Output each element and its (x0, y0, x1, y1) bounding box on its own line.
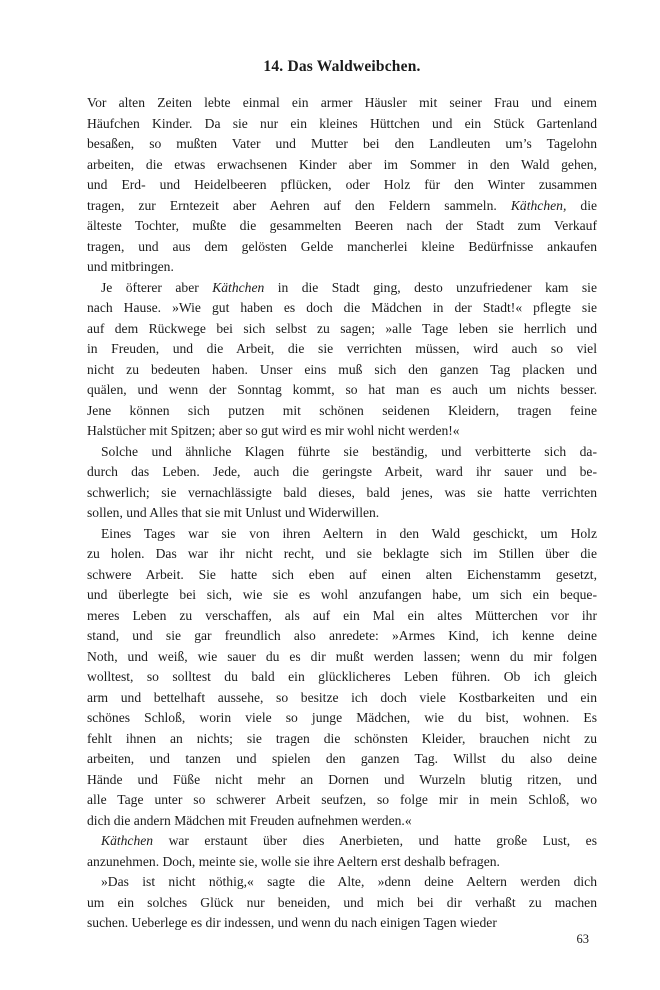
text-run: arm und bettelhaft aussehe, so besitze ich doch viele Kostbarkeiten und ein (87, 689, 597, 705)
text-line (87, 175, 597, 196)
text-run: Häufchen Kinder. Da sie nur ein kleines Hüttchen und ein Stück Gartenland (87, 115, 597, 131)
text-line (87, 729, 597, 750)
text-run: quälen, und wenn der Sonntag kommt, so hat man es auch um nichts besser. (87, 382, 597, 397)
text-line (87, 216, 597, 237)
text-line (87, 155, 597, 176)
page-title: 14. Das Waldweibchen. (263, 58, 421, 75)
text-line (87, 749, 597, 770)
paragraph (87, 93, 597, 278)
text-run: schwerlich; sie vernachlässigte bald dieses, bald jenes, was sie hatte verrichten (87, 484, 597, 500)
text-run: schwere Arbeit. Sie hatte sich eben auf einen alten Eichenstamm gesetzt, (87, 566, 597, 582)
text-run: Eines Tages war sie von ihren Aeltern in den Wald geschickt, um Holz (101, 525, 597, 541)
text-run: alle Tage unter so schwerer Arbeit seufzen, so folge mir in mein Schloß, wo (87, 792, 597, 807)
text-line (87, 114, 597, 135)
text-line (87, 134, 597, 155)
text-line (87, 196, 597, 217)
italic-text-run: Käthchen (101, 833, 154, 848)
text-line (87, 421, 597, 442)
text-line (87, 872, 597, 893)
text-line (87, 852, 597, 873)
text-line (87, 790, 597, 811)
text-line (87, 462, 597, 483)
text-run: nach Hause. »Wie gut haben es doch die Mädchen in der Stadt!« pflegte sie (87, 300, 597, 315)
text-run: zu holen. Das war ihr nicht recht, und sie beklagte sich im Stillen über die (87, 546, 597, 561)
text-run: nicht zu bedeuten haben. Unser eins muß sich den ganzen Tag placken und (87, 361, 597, 377)
paragraph (87, 872, 597, 934)
text-line (87, 93, 597, 114)
text-line (87, 544, 597, 565)
text-line (87, 237, 597, 258)
paragraph (87, 524, 597, 832)
paragraph (87, 442, 597, 524)
text-block (87, 57, 597, 934)
text-line (87, 339, 597, 360)
text-run: wolltest, so solltest du bald ein glücklicheres Leben führen. Ob ich gleich (87, 669, 597, 684)
text-line (87, 606, 597, 627)
text-line (87, 483, 597, 504)
text-run: in Freuden, und die Arbeit, die sie verrichten müssen, wird auch so viel (87, 341, 597, 356)
italic-text-run: Käthchen (212, 279, 265, 295)
text-run: in die Stadt ging, desto unzufriedener kam sie (264, 279, 597, 295)
text-run: die (566, 197, 597, 213)
page-number: 63 (576, 932, 589, 946)
text-line (87, 831, 597, 852)
text-line (87, 585, 597, 606)
text-run: Vor alten Zeiten lebte einmal ein armer Häusler mit seiner Frau und einem (87, 95, 597, 110)
text-run: suchen. Ueberlege es dir indessen, und wenn du nach einigen Tagen wieder (87, 915, 497, 930)
text-run: Hände und Füße nicht mehr an Dornen und Wurzeln blutig ritzen, und (87, 771, 597, 787)
text-run: anzunehmen. Doch, meinte sie, wolle sie ihre Aeltern erst deshalb befragen. (87, 853, 500, 869)
text-run: auf dem Rückwege bei sich selbst zu sagen; »alle Tage leben sie herrlich und (87, 320, 597, 336)
text-run: stand, und sie gar freundlich also anredete: »Armes Kind, ich kenne deine (87, 628, 597, 643)
text-run: um ein solches Glück nur beneiden, und mich bei dir verhaßt zu machen (87, 894, 597, 910)
text-line (87, 298, 597, 319)
text-run: durch das Leben. Jede, auch die geringste Arbeit, ward ihr sauer und be- (87, 464, 597, 479)
text-run: besaßen, so mußten Vater und Mutter bei den Landleuten um’s Tagelohn (87, 136, 597, 151)
text-line (87, 442, 597, 463)
text-line (87, 380, 597, 401)
text-line (87, 811, 597, 832)
text-run: sollen, und Alles that sie mit Unlust und Widerwillen. (87, 505, 380, 520)
text-line (87, 688, 597, 709)
text-run: tragen, zur Erntezeit aber Aehren auf den Feldern sammeln. (87, 197, 511, 213)
text-line (87, 278, 597, 299)
text-run: Je öfterer aber (101, 279, 213, 295)
text-run: älteste Tochter, mußte die gesammelten Beeren nach der Stadt zum Verkauf (87, 218, 597, 233)
text-run: fehlt ihnen an nichts; sie tragen die schönsten Kleider, brauchen nicht zu (87, 730, 597, 746)
text-line (87, 647, 597, 668)
text-run: und mitbringen. (87, 259, 174, 274)
text-run: Noth, und weiß, wie sauer du es dir mußt werden lassen; wenn du mir folgen (87, 648, 597, 664)
text-line (87, 626, 597, 647)
text-line (87, 360, 597, 381)
text-line (87, 257, 597, 278)
text-line (87, 770, 597, 791)
text-run: war erstaunt über dies Anerbieten, und hatte große Lust, es (153, 833, 597, 848)
text-line (87, 893, 597, 914)
text-line (87, 565, 597, 586)
text-line (87, 401, 597, 422)
text-run: Halstücher mit Spitzen; aber so gut wird es mir wohl nicht werden!« (87, 423, 460, 438)
text-run: arbeiten, die etwas erwachsenen Kinder aber im Sommer in den Wald gehen, (87, 156, 597, 172)
text-run: und Erd- und Heidelbeeren pflücken, oder Holz für den Winter zusammen (87, 177, 597, 192)
text-run: und überlegte bei sich, wie sie es wohl anzufangen habe, um sich ein beque- (87, 587, 597, 602)
italic-text-run: Käthchen, (510, 197, 567, 213)
text-line (87, 708, 597, 729)
text-run: arbeiten, und tanzen und spielen den ganzen Tag. Willst du also deine (87, 751, 597, 766)
text-run: Solche und ähnliche Klagen führte sie beständig, und verbitterte sich da- (101, 443, 597, 459)
text-block-lines (87, 93, 597, 934)
text-run: schönes Schloß, worin viele so junge Mädchen, wie du bist, wohnen. Es (87, 710, 597, 725)
paragraph (87, 278, 597, 442)
text-run: dich die andern Mädchen mit Freuden aufnehmen werden.« (87, 812, 412, 828)
text-line (87, 524, 597, 545)
text-line (87, 319, 597, 340)
text-run: meres Leben zu verschaffen, als auf ein Mal ein altes Mütterchen vor ihr (87, 607, 597, 623)
text-run: »Das ist nicht nöthig,« sagte die Alte, »denn deine Aeltern werden dich (101, 874, 597, 889)
text-run: Jene können sich putzen mit schönen seidenen Kleidern, tragen feine (87, 402, 597, 418)
paragraph (87, 831, 597, 872)
text-run: tragen, und aus dem gelösten Gelde mancherlei kleine Bedürfnisse ankaufen (87, 238, 597, 254)
text-line (87, 667, 597, 688)
text-line (87, 503, 597, 524)
